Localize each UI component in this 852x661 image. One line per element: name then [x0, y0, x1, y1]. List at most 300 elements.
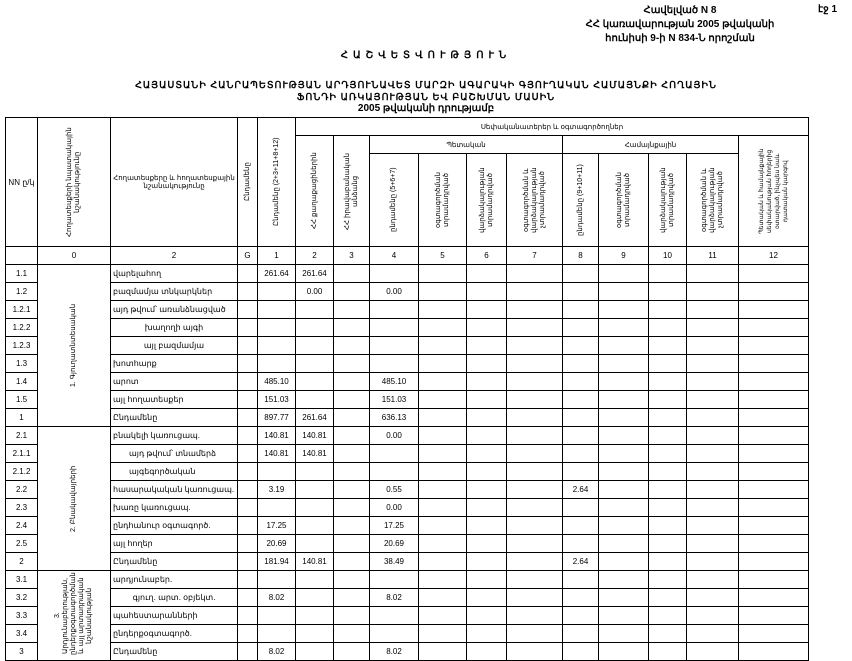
state-unallocated-value — [507, 625, 563, 643]
community-total-value — [563, 463, 599, 481]
community-use-value — [599, 445, 649, 463]
community-total-value — [563, 571, 599, 589]
legal-entities-value — [334, 409, 370, 427]
alienated-value — [739, 337, 809, 355]
alienated-value — [739, 373, 809, 391]
state-lease-value — [467, 301, 507, 319]
total-value: 181.94 — [258, 553, 296, 571]
state-unallocated-value — [507, 463, 563, 481]
community-use-value — [599, 517, 649, 535]
state-use-value — [419, 589, 467, 607]
community-unallocated-value — [687, 643, 739, 661]
state-unallocated-value — [507, 607, 563, 625]
community-total-value — [563, 355, 599, 373]
land-type-label: արոտ — [111, 373, 238, 391]
state-unallocated-value — [507, 301, 563, 319]
state-unallocated-value — [507, 481, 563, 499]
community-use-value — [599, 301, 649, 319]
row-number: 1.1 — [6, 265, 38, 283]
state-unallocated-value — [507, 391, 563, 409]
area-cell — [238, 283, 258, 301]
community-unallocated-value — [687, 481, 739, 499]
state-lease-value — [467, 643, 507, 661]
community-use-value — [599, 391, 649, 409]
state-lease-value — [467, 571, 507, 589]
header-col6: վարձակալության տրամադրված — [467, 154, 507, 247]
citizens-value — [296, 301, 334, 319]
header-col2: ՀՀ քաղաքացիներին — [296, 136, 334, 247]
header-total-formula: Ընդամենը (2+3+11+8+12) — [258, 118, 296, 247]
state-unallocated-value — [507, 445, 563, 463]
state-use-value — [419, 283, 467, 301]
header-col3: ՀՀ իրավաբանական անձանց — [334, 136, 370, 247]
citizens-value — [296, 517, 334, 535]
table-row — [6, 625, 809, 643]
row-number: 3.2 — [6, 589, 38, 607]
legal-entities-value — [334, 625, 370, 643]
area-cell — [238, 265, 258, 283]
land-type-label: այլ բազմամյա — [111, 337, 238, 355]
legal-entities-value — [334, 589, 370, 607]
header-nn: NN ը/կ — [6, 118, 38, 247]
state-use-value — [419, 427, 467, 445]
header-col12: Պետական և համայնքային սեփականության հողերից օտարված, ինչպես նաև դատական կարգով — [739, 136, 809, 247]
legal-entities-value — [334, 265, 370, 283]
community-unallocated-value — [687, 391, 739, 409]
alienated-value — [739, 481, 809, 499]
land-type-label: ընդհանուր օգտագործ. — [111, 517, 238, 535]
land-type-label: այդ թվում՝ առանձնացված — [111, 301, 238, 319]
legal-entities-value — [334, 481, 370, 499]
state-total-value — [370, 355, 419, 373]
citizens-value — [296, 643, 334, 661]
community-total-value — [563, 517, 599, 535]
table-row — [6, 391, 809, 409]
land-type-label: պահեստարանների — [111, 607, 238, 625]
community-total-value — [563, 643, 599, 661]
row-number: 1.3 — [6, 355, 38, 373]
header-col4: ընդամենը (5+6+7) — [370, 154, 419, 247]
area-cell — [238, 571, 258, 589]
alienated-value — [739, 265, 809, 283]
total-value — [258, 463, 296, 481]
state-total-value: 8.02 — [370, 643, 419, 661]
state-unallocated-value — [507, 373, 563, 391]
table-row — [6, 355, 809, 373]
land-type-label: խաղողի այգի — [111, 319, 238, 337]
community-use-value — [599, 535, 649, 553]
alienated-value — [739, 625, 809, 643]
community-total-value: 2.64 — [563, 553, 599, 571]
state-use-value — [419, 355, 467, 373]
row-number: 3.3 — [6, 607, 38, 625]
state-total-value — [370, 319, 419, 337]
row-number: 1.2.1 — [6, 301, 38, 319]
area-cell — [238, 499, 258, 517]
total-value: 17.25 — [258, 517, 296, 535]
legal-entities-value — [334, 427, 370, 445]
community-lease-value — [649, 463, 687, 481]
community-use-value — [599, 319, 649, 337]
land-type-label: հասարակական կառուցապ. — [111, 481, 238, 499]
land-type-label: այլ հողատեսքեր — [111, 391, 238, 409]
total-value: 897.77 — [258, 409, 296, 427]
state-lease-value — [467, 589, 507, 607]
community-total-value — [563, 283, 599, 301]
community-lease-value — [649, 535, 687, 553]
document-subtitle-1: ՀԱՅԱՍՏԱՆԻ ՀԱՆՐԱՊԵՏՈՒԹՅԱՆ ԱՐԴՅՈՒՆԱՎԵՏ ՄԱՐԶԻ ԱԳԱՐԱԿԻ ԳՅՈՒՂԱԿԱՆ ՀԱՄԱՅՆՔԻ ՀՈՂԱՅԻՆ — [135, 80, 717, 91]
community-lease-value — [649, 391, 687, 409]
community-total-value — [563, 391, 599, 409]
community-use-value — [599, 625, 649, 643]
community-lease-value — [649, 319, 687, 337]
appendix-line-2: ՀՀ կառավարության 2005 թվականի — [585, 19, 775, 30]
table-row — [6, 517, 809, 535]
state-total-value — [370, 625, 419, 643]
land-type-label: արդյունաբեր. — [111, 571, 238, 589]
alienated-value — [739, 643, 809, 661]
state-total-value: 8.02 — [370, 589, 419, 607]
area-cell — [238, 319, 258, 337]
community-lease-value — [649, 427, 687, 445]
area-cell — [238, 535, 258, 553]
area-cell — [238, 625, 258, 643]
community-unallocated-value — [687, 265, 739, 283]
citizens-value — [296, 535, 334, 553]
table-row — [6, 265, 809, 283]
state-use-value — [419, 553, 467, 571]
land-type-label: ընդերքօգտագործ. — [111, 625, 238, 643]
area-cell — [238, 607, 258, 625]
community-use-value — [599, 337, 649, 355]
legal-entities-value — [334, 319, 370, 337]
state-lease-value — [467, 373, 507, 391]
land-type-label: բնակելի կառուցապ. — [111, 427, 238, 445]
state-use-value — [419, 265, 467, 283]
table-row — [6, 337, 809, 355]
citizens-value — [296, 481, 334, 499]
legal-entities-value — [334, 571, 370, 589]
land-type-label: գյուղ. արտ. օբյեկտ. — [111, 589, 238, 607]
community-total-value — [563, 625, 599, 643]
row-number: 1.5 — [6, 391, 38, 409]
community-use-value — [599, 265, 649, 283]
area-cell — [238, 589, 258, 607]
header-total-area: Ընդամենը — [238, 118, 258, 247]
total-value — [258, 337, 296, 355]
community-lease-value — [649, 589, 687, 607]
row-number: 1.4 — [6, 373, 38, 391]
community-total-value — [563, 373, 599, 391]
alienated-value — [739, 553, 809, 571]
header-owners-group: Սեփականատերեր և օգտագործողներ — [296, 118, 809, 136]
community-unallocated-value — [687, 571, 739, 589]
citizens-value: 140.81 — [296, 445, 334, 463]
state-total-value — [370, 571, 419, 589]
legal-entities-value — [334, 553, 370, 571]
state-unallocated-value — [507, 499, 563, 517]
header-col5: օգտագործման տրամադրված — [419, 154, 467, 247]
community-lease-value — [649, 481, 687, 499]
citizens-value — [296, 373, 334, 391]
state-use-value — [419, 607, 467, 625]
alienated-value — [739, 463, 809, 481]
community-lease-value — [649, 607, 687, 625]
header-col11: օգտագործման և վարձակալության չտրամադրված — [687, 154, 739, 247]
row-number: 2.2 — [6, 481, 38, 499]
total-value — [258, 301, 296, 319]
area-cell — [238, 409, 258, 427]
area-cell — [238, 481, 258, 499]
row-number: 1.2.2 — [6, 319, 38, 337]
total-value — [258, 319, 296, 337]
citizens-value — [296, 391, 334, 409]
area-cell — [238, 553, 258, 571]
area-cell — [238, 355, 258, 373]
community-use-value — [599, 481, 649, 499]
alienated-value — [739, 391, 809, 409]
row-number: 2 — [6, 553, 38, 571]
community-lease-value — [649, 571, 687, 589]
state-total-value: 0.00 — [370, 499, 419, 517]
alienated-value — [739, 589, 809, 607]
state-total-value — [370, 607, 419, 625]
alienated-value — [739, 409, 809, 427]
citizens-value: 261.64 — [296, 265, 334, 283]
state-use-value — [419, 301, 467, 319]
alienated-value — [739, 319, 809, 337]
state-total-value — [370, 445, 419, 463]
community-total-value — [563, 265, 599, 283]
state-lease-value — [467, 391, 507, 409]
alienated-value — [739, 283, 809, 301]
citizens-value — [296, 337, 334, 355]
state-lease-value — [467, 625, 507, 643]
row-number: 2.5 — [6, 535, 38, 553]
citizens-value: 140.81 — [296, 553, 334, 571]
community-use-value — [599, 409, 649, 427]
state-lease-value — [467, 319, 507, 337]
alienated-value — [739, 517, 809, 535]
community-unallocated-value — [687, 607, 739, 625]
appendix-line-1: Հավելված N 8 — [643, 5, 717, 16]
state-total-value: 485.10 — [370, 373, 419, 391]
area-cell — [238, 463, 258, 481]
table-row — [6, 535, 809, 553]
total-value: 20.69 — [258, 535, 296, 553]
community-unallocated-value — [687, 373, 739, 391]
land-fund-table — [5, 117, 809, 661]
total-value: 140.81 — [258, 445, 296, 463]
citizens-value — [296, 355, 334, 373]
appendix-line-3: հունիսի 9-ի N 834-Ն որոշման — [605, 33, 755, 44]
community-lease-value — [649, 373, 687, 391]
area-cell — [238, 427, 258, 445]
legal-entities-value — [334, 499, 370, 517]
state-use-value — [419, 409, 467, 427]
community-lease-value — [649, 553, 687, 571]
total-value — [258, 625, 296, 643]
state-lease-value — [467, 427, 507, 445]
table-row — [6, 589, 809, 607]
total-value: 151.03 — [258, 391, 296, 409]
alienated-value — [739, 445, 809, 463]
community-lease-value — [649, 643, 687, 661]
table-row — [6, 373, 809, 391]
state-use-value — [419, 337, 467, 355]
community-use-value — [599, 571, 649, 589]
state-total-value: 17.25 — [370, 517, 419, 535]
citizens-value — [296, 463, 334, 481]
total-value — [258, 499, 296, 517]
state-lease-value — [467, 445, 507, 463]
land-type-label: խոտհարք — [111, 355, 238, 373]
total-value — [258, 283, 296, 301]
row-number: 3.4 — [6, 625, 38, 643]
community-unallocated-value — [687, 337, 739, 355]
legal-entities-value — [334, 643, 370, 661]
table-row — [6, 499, 809, 517]
community-unallocated-value — [687, 535, 739, 553]
state-total-value — [370, 265, 419, 283]
state-lease-value — [467, 463, 507, 481]
table-row — [6, 301, 809, 319]
state-use-value — [419, 445, 467, 463]
citizens-value — [296, 571, 334, 589]
total-value — [258, 571, 296, 589]
land-type-label: բազմամյա տնկարկներ — [111, 283, 238, 301]
community-total-value — [563, 535, 599, 553]
category-group-label: 1. Գյուղատնտեսական — [38, 265, 111, 427]
state-total-value: 20.69 — [370, 535, 419, 553]
state-unallocated-value — [507, 589, 563, 607]
document-date: 2005 թվականի դրությամբ — [357, 103, 495, 114]
community-unallocated-value — [687, 427, 739, 445]
state-use-value — [419, 625, 467, 643]
community-unallocated-value — [687, 499, 739, 517]
total-value: 8.02 — [258, 643, 296, 661]
community-unallocated-value — [687, 517, 739, 535]
community-lease-value — [649, 265, 687, 283]
row-number: 2.1.1 — [6, 445, 38, 463]
row-number: 2.1.2 — [6, 463, 38, 481]
citizens-value — [296, 589, 334, 607]
row-number: 3 — [6, 643, 38, 661]
community-unallocated-value — [687, 463, 739, 481]
state-use-value — [419, 571, 467, 589]
state-use-value — [419, 517, 467, 535]
community-lease-value — [649, 625, 687, 643]
community-total-value — [563, 409, 599, 427]
legal-entities-value — [334, 391, 370, 409]
community-total-value — [563, 301, 599, 319]
state-total-value — [370, 337, 419, 355]
table-total-row — [6, 409, 809, 427]
total-value: 3.19 — [258, 481, 296, 499]
total-value: 140.81 — [258, 427, 296, 445]
page-number: էջ 1 — [818, 4, 838, 15]
state-unallocated-value — [507, 553, 563, 571]
table-row — [6, 607, 809, 625]
community-lease-value — [649, 499, 687, 517]
state-unallocated-value — [507, 409, 563, 427]
alienated-value — [739, 355, 809, 373]
document-subtitle-2: ՖՈՆԴԻ ԱՌԿԱՅՈՒԹՅԱՆ ԵՎ ԲԱՇԽՄԱՆ ՄԱՍԻՆ — [296, 92, 556, 103]
alienated-value — [739, 571, 809, 589]
state-lease-value — [467, 553, 507, 571]
state-use-value — [419, 373, 467, 391]
community-total-value — [563, 589, 599, 607]
community-lease-value — [649, 445, 687, 463]
citizens-value — [296, 499, 334, 517]
community-use-value — [599, 607, 649, 625]
citizens-value: 261.64 — [296, 409, 334, 427]
land-type-label: այգեգործական — [111, 463, 238, 481]
area-cell — [238, 373, 258, 391]
community-lease-value — [649, 517, 687, 535]
table-row — [6, 481, 809, 499]
state-lease-value — [467, 607, 507, 625]
total-value: 8.02 — [258, 589, 296, 607]
state-unallocated-value — [507, 571, 563, 589]
row-number: 1 — [6, 409, 38, 427]
state-lease-value — [467, 481, 507, 499]
total-value — [258, 355, 296, 373]
state-unallocated-value — [507, 319, 563, 337]
header-state-group: Պետական — [370, 136, 563, 154]
header-col10: վարձակալության տրամադրված — [649, 154, 687, 247]
document-title: ՀԱՇՎԵՏՎՈՒԹՅՈՒՆ — [340, 50, 512, 61]
state-unallocated-value — [507, 355, 563, 373]
community-use-value — [599, 499, 649, 517]
community-unallocated-value — [687, 625, 739, 643]
header-category: Հողատեսքերի նպատակային նշանակությունը — [38, 118, 111, 247]
category-group-label: 3. Արդյունաբերության, ընդերքօգտագործման և այլ արտադրական նշանակության — [38, 571, 111, 661]
area-cell — [238, 517, 258, 535]
appendix-header — [560, 4, 800, 46]
community-total-value — [563, 445, 599, 463]
state-lease-value — [467, 355, 507, 373]
citizens-value: 0.00 — [296, 283, 334, 301]
area-cell — [238, 391, 258, 409]
legal-entities-value — [334, 607, 370, 625]
land-type-label: վարելահող — [111, 265, 238, 283]
state-total-value: 38.49 — [370, 553, 419, 571]
community-unallocated-value — [687, 301, 739, 319]
column-index-row: 0 2 G 1 2 3 4 5 6 7 8 9 10 11 12 — [6, 247, 809, 265]
table-row — [6, 319, 809, 337]
state-lease-value — [467, 517, 507, 535]
community-total-value — [563, 607, 599, 625]
table-row — [6, 427, 809, 445]
state-lease-value — [467, 535, 507, 553]
state-use-value — [419, 481, 467, 499]
state-unallocated-value — [507, 643, 563, 661]
state-use-value — [419, 463, 467, 481]
land-type-label: խառը կառուցապ. — [111, 499, 238, 517]
legal-entities-value — [334, 373, 370, 391]
community-unallocated-value — [687, 409, 739, 427]
legal-entities-value — [334, 517, 370, 535]
community-unallocated-value — [687, 445, 739, 463]
community-lease-value — [649, 355, 687, 373]
legal-entities-value — [334, 535, 370, 553]
header-col8: ընդամենը (9+10+11) — [563, 154, 599, 247]
community-unallocated-value — [687, 319, 739, 337]
alienated-value — [739, 427, 809, 445]
table-total-row — [6, 643, 809, 661]
land-type-label: այլ հողեր — [111, 535, 238, 553]
